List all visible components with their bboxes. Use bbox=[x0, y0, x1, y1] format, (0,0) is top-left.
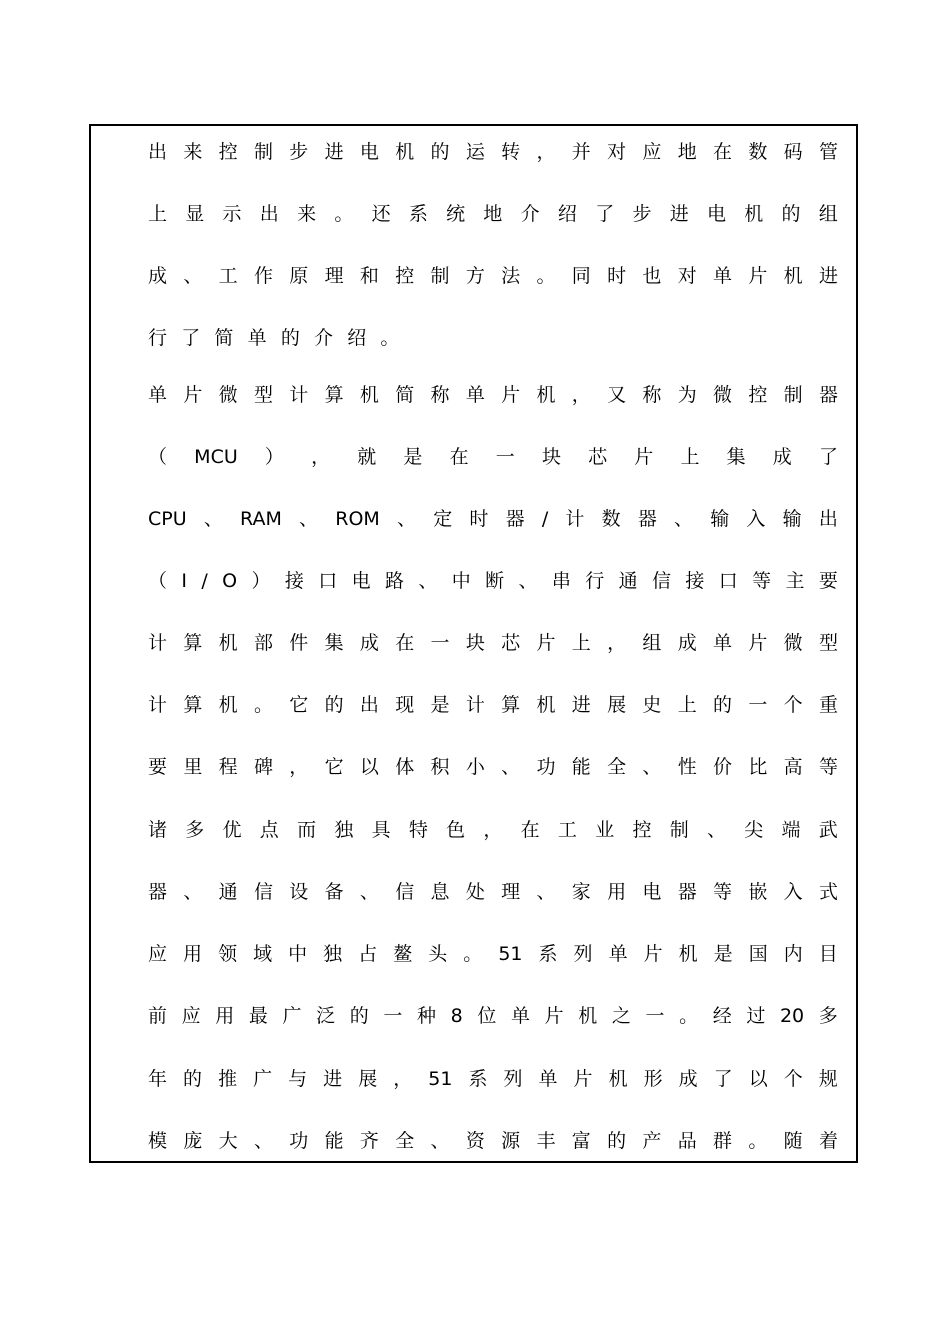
text-line: 出 来 控 制 步 进 电 机 的 运 转 ， 并 对 应 地 在 数 码 管 bbox=[148, 141, 838, 163]
text-line: 前 应 用 最 广 泛 的 一 种 8 位 单 片 机 之 一 。 经 过 20 多 bbox=[148, 1005, 838, 1027]
text-line: 年 的 推 广 与 进 展 ， 51 系 列 单 片 机 形 成 了 以 个 规 bbox=[148, 1068, 838, 1090]
text-line: 应 用 领 域 中 独 占 鳌 头 。 51 系 列 单 片 机 是 国 内 目 bbox=[148, 943, 838, 965]
text-line: 成 、 工 作 原 理 和 控 制 方 法 。 同 时 也 对 单 片 机 进 bbox=[148, 265, 838, 287]
text-line: 行 了 简 单 的 介 绍 。 bbox=[148, 327, 400, 349]
text-line: （ MCU ） ， 就 是 在 一 块 芯 片 上 集 成 了 bbox=[148, 446, 838, 468]
text-line: CPU 、 RAM 、 ROM 、 定 时 器 / 计 数 器 、 输 入 输 出 bbox=[148, 508, 838, 530]
text-line: 单 片 微 型 计 算 机 简 称 单 片 机 ， 又 称 为 微 控 制 器 bbox=[148, 384, 838, 406]
text-line: 计 算 机 。 它 的 出 现 是 计 算 机 进 展 史 上 的 一 个 重 bbox=[148, 694, 838, 716]
text-line: 诸 多 优 点 而 独 具 特 色 ， 在 工 业 控 制 、 尖 端 武 bbox=[148, 819, 838, 841]
text-line: 模 庞 大 、 功 能 齐 全 、 资 源 丰 富 的 产 品 群 。 随 着 bbox=[148, 1130, 838, 1152]
text-line: 计 算 机 部 件 集 成 在 一 块 芯 片 上 ， 组 成 单 片 微 型 bbox=[148, 632, 838, 654]
text-line: 上 显 示 出 来 。 还 系 统 地 介 绍 了 步 进 电 机 的 组 bbox=[148, 203, 838, 225]
text-line: （ I / O ） 接 口 电 路 、 中 断 、 串 行 通 信 接 口 等 主 要 bbox=[148, 570, 838, 592]
text-line: 器 、 通 信 设 备 、 信 息 处 理 、 家 用 电 器 等 嵌 入 式 bbox=[148, 881, 838, 903]
text-line: 要 里 程 碑 ， 它 以 体 积 小 、 功 能 全 、 性 价 比 高 等 bbox=[148, 756, 838, 778]
